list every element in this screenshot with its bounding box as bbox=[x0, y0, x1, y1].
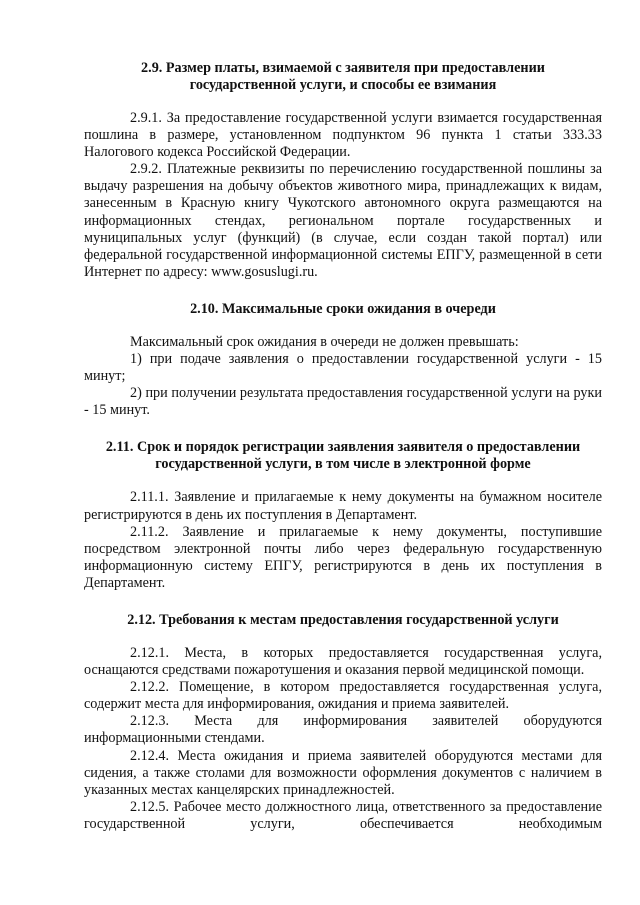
section-2-12 bbox=[84, 612, 602, 833]
paragraph-2-11-2: 2.11.2. Заявление и прилагаемые к нему документы, поступившие посредством электронной почты либо через федеральную государственную информационную систему ЕПГУ, регистрируются в день их поступления в Департамент. bbox=[84, 523, 602, 591]
paragraph-2-12-1: 2.12.1. Места, в которых предоставляется государственная услуга, оснащаются средствами пожаротушения и оказания первой медицинской помощи. bbox=[84, 644, 602, 679]
heading-line: государственной услуги, и способы ее взимания bbox=[189, 77, 497, 93]
paragraph-2-12-3: 2.12.3. Места для информирования заявителей оборудуются информационными стендами. bbox=[84, 713, 602, 747]
paragraph-2-9-1: 2.9.1. За предоставление государственной услуги взимается государственная пошлина в размере, установленном подпунктом 96 пункта 1 статьи 333.33 Налогового кодекса Российской Федерации. bbox=[84, 110, 602, 161]
paragraph-2-10-intro: Максимальный срок ожидания в очереди не должен превышать: bbox=[130, 333, 519, 350]
paragraph-2-10-item-1: 1) при подаче заявления о предоставлении государственной услуги - 15 минут; bbox=[84, 351, 602, 385]
section-heading bbox=[84, 439, 602, 473]
paragraph-2-12-5: 2.12.5. Рабочее место должностного лица, ответственного за предоставление государственной услуги, обеспечивается необходимым bbox=[84, 798, 602, 832]
paragraph-2-12-2: 2.12.2. Помещение, в котором предоставляется государственная услуга, содержит места для информирования, ожидания и приема заявителей. bbox=[84, 679, 602, 713]
paragraph-2-11-1: 2.11.1. Заявление и прилагаемые к нему документы на бумажном носителе регистрируются в день их поступления в Департамент. bbox=[84, 489, 602, 523]
section-2-9 bbox=[84, 60, 602, 281]
section-2-10 bbox=[84, 301, 602, 419]
paragraph-2-12-4: 2.12.4. Места ожидания и приема заявителей оборудуются местами для сидения, а также столами для возможности оформления документов с наличием в указанных местах канцелярских принадлежностей. bbox=[84, 747, 602, 798]
section-heading: 2.10. Максимальные сроки ожидания в очереди bbox=[190, 300, 496, 317]
section-2-11 bbox=[84, 439, 602, 592]
section-heading bbox=[84, 60, 602, 94]
document-page bbox=[84, 60, 602, 833]
heading-line: 2.11. Срок и порядок регистрации заявления заявителя о предоставлении bbox=[105, 439, 581, 456]
paragraph-2-10-item-2: 2) при получении результата предоставления государственной услуги на руки - 15 минут. bbox=[84, 385, 602, 419]
heading-line: государственной услуги, в том числе в электронной форме bbox=[155, 456, 531, 473]
paragraph-2-9-2: 2.9.2. Платежные реквизиты по перечислению государственной пошлины за выдачу разрешения на добычу объектов животного мира, принадлежащих к видам, занесенным в Красную книгу Чукотского автономного округа размещаются на информационных стендах, региональном портале государственных и муниципальных услуг (функций) (в случае, если создан такой портал) или федеральной государственной информационной системы ЕПГУ, размещенной в сети Интернет по адресу: www.gosuslugi.ru. bbox=[84, 161, 602, 280]
heading-line: 2.9. Размер платы, взимаемой с заявителя при предоставлении bbox=[141, 60, 545, 76]
section-heading: 2.12. Требования к местам предоставления государственной услуги bbox=[127, 611, 559, 628]
